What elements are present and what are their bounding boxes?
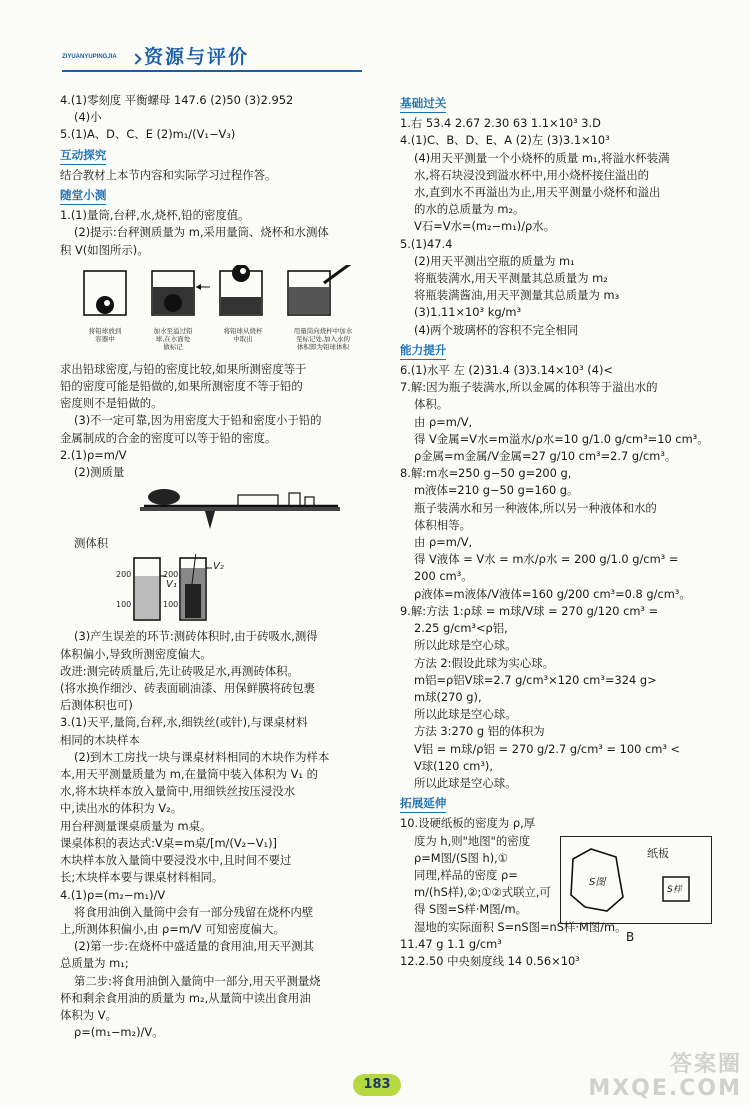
watermark: 答案圈 MXQE.COM bbox=[588, 1052, 742, 1101]
tick-b-100: 100 bbox=[163, 600, 179, 610]
figure-measure-mass bbox=[60, 485, 360, 535]
text-line-l26: 本,用天平测量质量为 m,在量筒中装入体积为 V₁ 的 bbox=[60, 767, 318, 782]
header-rule bbox=[62, 70, 362, 72]
label-v1: V₁ bbox=[166, 579, 177, 591]
header-banner bbox=[62, 42, 392, 70]
text-line-r27: 得 V液体 = V水 = m水/ρ水 = 200 g/1.0 g/cm³ = bbox=[414, 552, 679, 567]
sample-area-label: S样 bbox=[667, 885, 682, 895]
section-heading-text: 基础过关 bbox=[400, 95, 446, 113]
text-line-r9: 5.(1)47.4 bbox=[400, 236, 453, 251]
section-heading bbox=[400, 342, 716, 360]
header-title: 资源与评价 bbox=[144, 46, 250, 68]
text-line-r24: 瓶子装满水和另一种液体,所以另一种液体和水的 bbox=[414, 500, 657, 515]
section-heading bbox=[60, 187, 390, 205]
water-3 bbox=[221, 297, 261, 314]
measuring-cylinder-pour bbox=[324, 265, 354, 283]
text-line-r5: 水,将石块浸没到溢水杯中,用小烧杯接住溢出的 bbox=[414, 167, 650, 182]
text-line-r30: 9.解:方法 1:ρ球 = m球/V球 = 270 g/120 cm³ = bbox=[400, 603, 659, 618]
text-line-l29: 用台秤测量课桌质量为 m桌。 bbox=[60, 818, 212, 833]
weight-small-2 bbox=[305, 497, 314, 506]
board-label: 纸板 bbox=[647, 847, 669, 860]
weight-box bbox=[238, 495, 278, 506]
text-line-r38: V铝 = m球/ρ铝 = 270 g/2.7 g/cm³ = 100 cm³ < bbox=[414, 741, 681, 756]
header-subtitle: ZIYUANYUPINGJIA bbox=[62, 54, 117, 60]
left-block-a bbox=[60, 92, 390, 259]
section-heading-text: 互动探究 bbox=[60, 147, 106, 165]
header-arrow-icon bbox=[130, 53, 141, 64]
text-line-l19: 体积偏小,导致所测密度偏大。 bbox=[60, 646, 212, 661]
text-line-l1: 4.(1)零刻度 平衡螺母 147.6 (2)50 (3)2.952 bbox=[60, 93, 294, 107]
text-line-r28: 200 cm³。 bbox=[414, 569, 473, 584]
text-line-r8: V石=V水=(m₂−m₁)/ρ水。 bbox=[414, 219, 556, 234]
text-line-l37: 总质量为 m₁; bbox=[60, 956, 129, 971]
section-heading-text: 拓展延伸 bbox=[400, 795, 446, 813]
text-line-l5: 结合教材上本节内容和实际学习过程作答。 bbox=[60, 167, 277, 182]
figure-lead-ball-volume bbox=[74, 265, 374, 357]
page-number: 183 bbox=[353, 1074, 401, 1096]
caption-step-1: 将铅球放到 容器中 bbox=[88, 326, 122, 343]
left-column bbox=[60, 92, 390, 1041]
text-line-l23: 3.(1)天平,量筒,台秤,水,细铁丝(或针),与课桌材料 bbox=[60, 715, 308, 730]
ball-highlight-1 bbox=[104, 300, 110, 306]
text-line-l20: 改进:测完砖质量后,先让砖吸足水,再测砖体积。 bbox=[60, 663, 299, 678]
text-line-r35: m球(270 g), bbox=[414, 689, 482, 704]
figure-lead-ball-svg bbox=[74, 265, 374, 327]
text-line-r3: 4.(1)C、B、D、E、A (2)左 (3)3.1×10³ bbox=[400, 133, 610, 148]
section-heading bbox=[400, 95, 716, 113]
text-line-l16: (2)测质量 bbox=[74, 465, 125, 480]
text-line-r21: ρ金属=m金属/V金属=27 g/10 cm³=2.7 g/cm³。 bbox=[414, 449, 677, 464]
text-line-l22: 后测体积也可) bbox=[60, 698, 133, 713]
caption-step-2: 加水至溢过铅 球,在水面处 做标记 bbox=[153, 326, 193, 351]
brick-icon bbox=[148, 489, 180, 505]
text-line-l7: 1.(1)量筒,台秤,水,烧杯,铅的密度值。 bbox=[60, 208, 250, 223]
text-line-l41: ρ=(m₁−m₂)/V。 bbox=[74, 1025, 164, 1040]
text-line-l18: (3)产生误差的环节:测砖体积时,由于砖吸水,测得 bbox=[74, 629, 318, 644]
text-line-l2: (4)小 bbox=[74, 110, 102, 125]
ball-highlight-3 bbox=[240, 268, 246, 274]
text-line-r46: m/(hS样),②;①②式联立,可 bbox=[414, 885, 551, 900]
text-line-l32: 长;木块样本要与课桌材料相同。 bbox=[60, 870, 224, 885]
figure-measure-volume bbox=[60, 554, 360, 624]
text-line-r25: 体积相等。 bbox=[414, 517, 471, 532]
section-heading bbox=[60, 147, 390, 165]
text-line-l21: (将水换作细沙、砖表面刷油漆、用保鲜膜将砖包裹 bbox=[60, 681, 316, 696]
text-line-r22: 8.解:m水=250 g−50 g=200 g, bbox=[400, 466, 572, 481]
text-line-r33: 方法 2:假设此球为实心球。 bbox=[414, 655, 555, 670]
text-line-l14: 金属制成的合金的密度可以等于铅的密度。 bbox=[60, 430, 277, 445]
balance-base bbox=[140, 507, 340, 511]
text-line-r29: ρ液体=m液体/V液体=160 g/200 cm³=0.8 g/cm³。 bbox=[414, 586, 691, 601]
text-line-r32: 所以此球是空心球。 bbox=[414, 638, 517, 653]
text-line-l11: 铅的密度可能是铅做的,如果所测密度不等于铅的 bbox=[60, 379, 303, 394]
lead-ball-2 bbox=[164, 294, 182, 312]
text-line-l39: 杯和剩余食用油的质量为 m₂,从量筒中读出食用油 bbox=[60, 990, 311, 1005]
text-line-r48: 湿地的实际面积 S=nS图=nS样·M图/m。 bbox=[414, 919, 627, 934]
text-line-r34: m铝=ρ铝V球=2.7 g/cm³×120 cm³=324 g> bbox=[414, 672, 657, 687]
text-line-l25: (2)到木工房找一块与课桌材料相同的木块作为样本 bbox=[74, 749, 330, 764]
figure-letter-b: B bbox=[626, 930, 635, 944]
tick-b-200: 200 bbox=[163, 570, 179, 580]
left-block-b bbox=[60, 361, 390, 481]
text-line-l28: 中,读出水的体积为 V₂。 bbox=[60, 801, 183, 816]
text-line-r6: 水,直到水不再溢出为止,用天平测量小烧杯和溢出 bbox=[414, 185, 661, 200]
text-line-l24: 相同的木块样本 bbox=[60, 732, 140, 747]
text-line-r19: 由 ρ=m/V, bbox=[414, 414, 473, 429]
weight-small-1 bbox=[289, 493, 300, 506]
figure-balance-svg bbox=[60, 485, 360, 535]
left-block-c bbox=[60, 535, 390, 552]
arrowhead-2 bbox=[196, 284, 201, 290]
figure-cylinders-svg bbox=[60, 554, 360, 624]
caption-step-3: 将铅球从烧杯 中取出 bbox=[223, 326, 263, 343]
text-line-r49: 11.47 g 1.1 g/cm³ bbox=[400, 936, 502, 951]
text-line-l33: 4.(1)ρ=(m₂−m₁)/V bbox=[60, 887, 166, 902]
caption-step-4: 用量筒向烧杯中加水 至标记处,加入水的 体积即为铅球体积 bbox=[293, 326, 353, 351]
text-line-l31: 木块样本放入量筒中要浸没水中,且时间不要过 bbox=[60, 853, 292, 868]
board-svg bbox=[561, 837, 711, 923]
text-line-r50: 12.2.50 中央刻度线 14 0.56×10³ bbox=[400, 953, 580, 968]
text-line-l13: (3)不一定可靠,因为用密度大于铅和密度小于铅的 bbox=[74, 413, 322, 428]
text-line-l9: 积 V(如图所示)。 bbox=[60, 242, 149, 257]
text-line-l10: 求出铅球密度,与铅的密度比较,如果所测密度等于 bbox=[60, 361, 307, 376]
text-line-r40: 所以此球是空心球。 bbox=[414, 775, 517, 790]
text-line-r10: (2)用天平测出空瓶的质量为 m₁ bbox=[414, 253, 575, 268]
text-line-l15: 2.(1)ρ=m/V bbox=[60, 447, 127, 462]
text-line-r13: (3)1.11×10³ kg/m³ bbox=[414, 305, 522, 320]
text-line-l8: (2)提示:台秤测质量为 m,采用量筒、烧杯和水测体 bbox=[74, 225, 329, 240]
text-line-r4: (4)用天平测量一个小烧杯的质量 m₁,将溢水杯装满 bbox=[414, 150, 670, 165]
brick-submerged bbox=[185, 584, 201, 618]
text-line-r17: 7.解:因为瓶子装满水,所以金属的体积等于溢出水的 bbox=[400, 380, 658, 395]
section-heading bbox=[400, 795, 716, 813]
text-line-r11: 将瓶装满水,用天平测量其总质量为 m₂ bbox=[414, 271, 608, 286]
text-line-l40: 体积为 V。 bbox=[60, 1007, 117, 1022]
figure-paper-board bbox=[560, 836, 712, 924]
text-line-r44: ρ=M图/(S图 h),① bbox=[414, 850, 509, 865]
text-line-r45: 同理,样品的密度 ρ= bbox=[414, 867, 518, 882]
text-line-r26: 由 ρ=m/V, bbox=[414, 535, 473, 550]
text-line-l17: 测体积 bbox=[74, 536, 109, 551]
text-line-l3: 5.(1)A、D、C、E (2)m₁/(V₁−V₃) bbox=[60, 127, 236, 142]
text-line-r2: 1.右 53.4 2.67 2.30 63 1.1×10³ 3.D bbox=[400, 116, 601, 131]
text-line-l38: 第二步:将食用油倒入量筒中一部分,用天平测量烧 bbox=[74, 973, 321, 988]
text-line-l12: 密度则不是铅做的。 bbox=[60, 396, 163, 411]
text-line-r20: 得 V金属=V水=m溢水/ρ水=10 g/1.0 g/cm³=10 cm³。 bbox=[414, 431, 709, 446]
text-line-r16: 6.(1)水平 左 (2)31.4 (3)3.14×10³ (4)< bbox=[400, 363, 613, 378]
tick-a-200: 200 bbox=[116, 570, 132, 580]
text-line-r37: 方法 3:270 g 铝的体积为 bbox=[414, 724, 545, 739]
text-line-r18: 体积。 bbox=[414, 397, 449, 412]
text-line-r42: 10.设硬纸板的密度为 ρ,厚 bbox=[400, 816, 536, 831]
balance-fulcrum bbox=[205, 511, 215, 529]
text-line-r7: 的水的总质量为 m₂。 bbox=[414, 202, 525, 217]
text-line-r14: (4)两个玻璃杯的容积不完全相同 bbox=[414, 322, 579, 337]
text-line-r43: 度为 h,则"地图"的密度 bbox=[414, 833, 531, 848]
left-block-d bbox=[60, 628, 390, 1041]
text-line-r12: 将瓶装满酱油,用天平测量其总质量为 m₃ bbox=[414, 288, 620, 303]
water-a bbox=[135, 576, 159, 619]
section-heading-text: 随堂小测 bbox=[60, 187, 106, 205]
section-heading-text: 能力提升 bbox=[400, 342, 446, 360]
tick-a-100: 100 bbox=[116, 600, 132, 610]
text-line-l30: 课桌体积的表达式:V桌=m桌/[m/(V₂−V₁)] bbox=[60, 835, 277, 850]
text-line-l35: 上,所测体积偏小,由 ρ=m/V 可知密度偏大。 bbox=[60, 921, 285, 936]
text-line-l36: (2)第一步:在烧杯中盛适量的食用油,用天平测其 bbox=[74, 939, 315, 954]
text-line-r39: V球(120 cm³), bbox=[414, 758, 493, 773]
text-line-r47: 得 S图=S样·M图/m。 bbox=[414, 902, 527, 917]
text-line-r23: m液体=210 g−50 g=160 g。 bbox=[414, 483, 579, 498]
map-area-label: S图 bbox=[589, 877, 606, 888]
text-line-l27: 水,将木块样本放入量筒中,用细铁丝按压浸没水 bbox=[60, 784, 296, 799]
water-4 bbox=[289, 287, 329, 314]
lead-ball-3 bbox=[232, 265, 250, 282]
text-line-l34: 将食用油倒入量筒中会有一部分残留在烧杯内壁 bbox=[74, 904, 314, 919]
text-line-r31: 2.25 g/cm³<ρ铝, bbox=[414, 621, 508, 636]
label-v2: V₂ bbox=[213, 561, 224, 573]
text-line-r36: 所以此球是空心球。 bbox=[414, 707, 517, 722]
